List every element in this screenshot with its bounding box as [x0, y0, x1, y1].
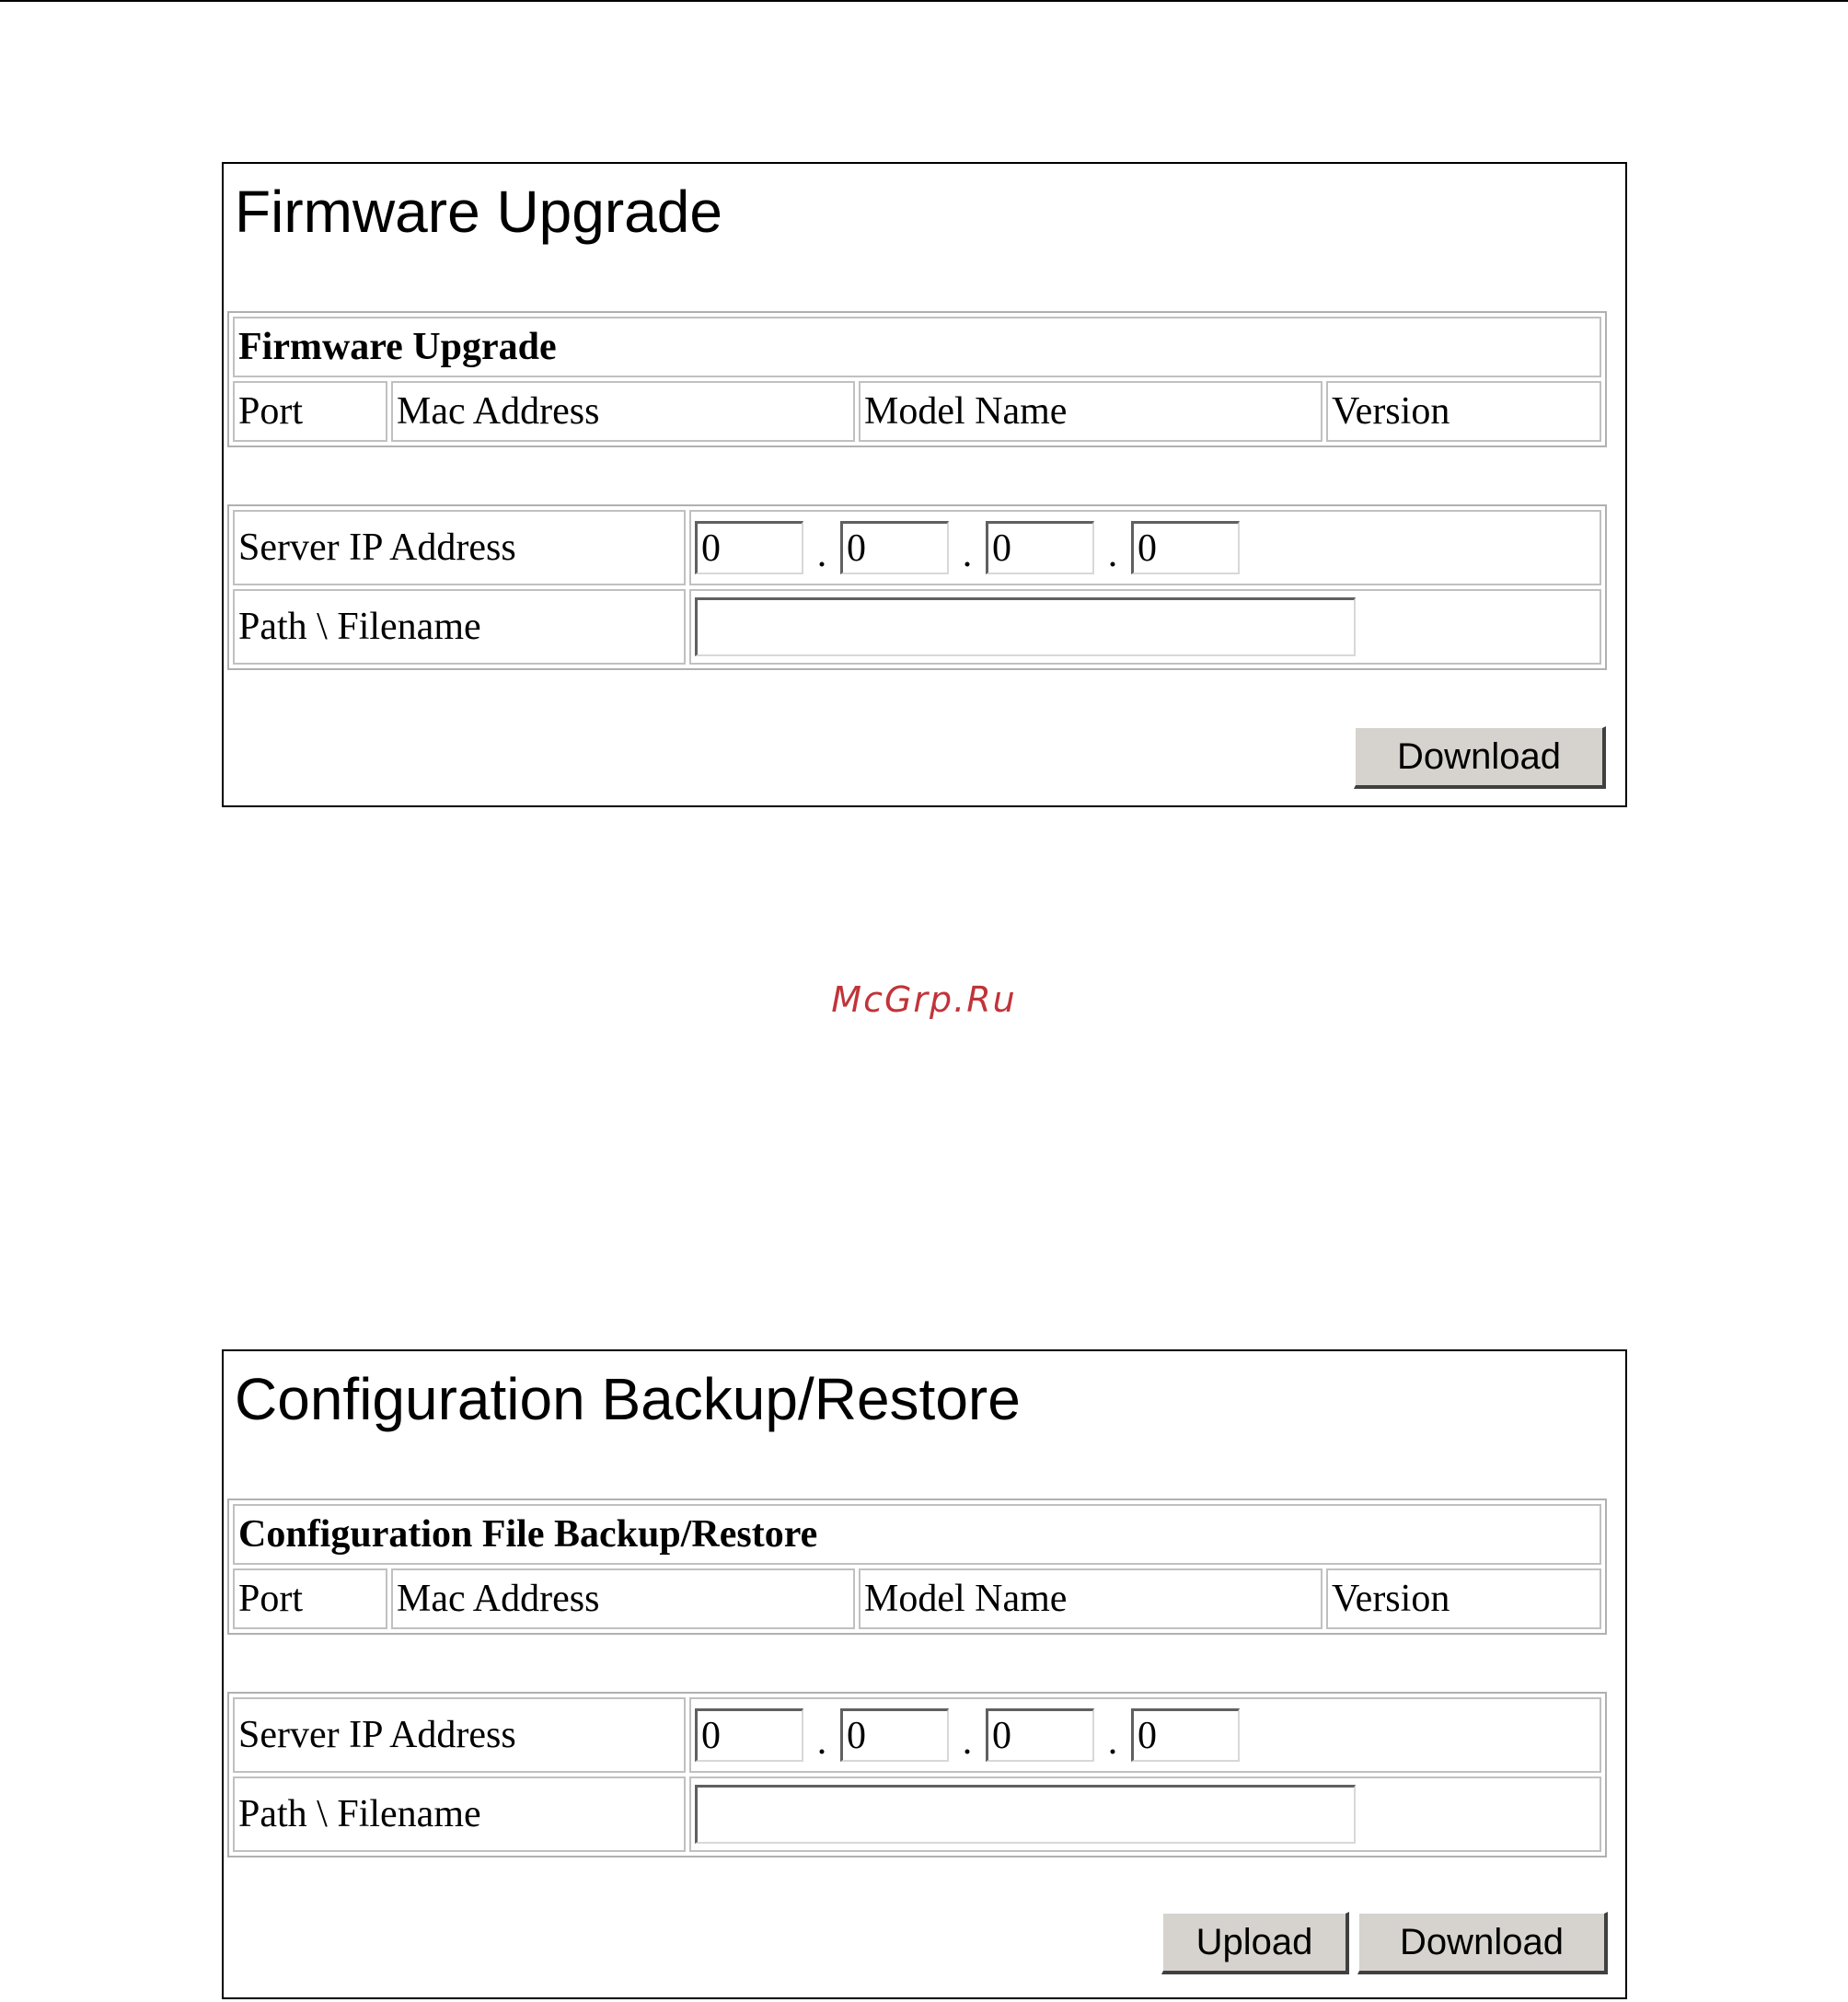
path-filename-input[interactable]	[695, 1785, 1356, 1844]
ip-separator: .	[962, 1720, 973, 1763]
column-port: Port	[233, 1568, 387, 1629]
column-mac-address: Mac Address	[391, 381, 855, 442]
server-ip-cell	[689, 510, 1601, 585]
section-header: Configuration File Backup/Restore	[233, 1504, 1601, 1565]
section-header: Firmware Upgrade	[233, 317, 1601, 377]
configuration-backup-panel	[222, 1349, 1627, 1999]
page-title: Configuration Backup/Restore	[235, 1366, 1021, 1432]
ip-separator: .	[816, 1720, 827, 1763]
ip-separator: .	[816, 533, 827, 575]
config-server-form	[227, 1692, 1607, 1857]
server-ip-label: Server IP Address	[233, 1697, 686, 1773]
server-ip-octet-1[interactable]	[695, 521, 803, 574]
server-ip-octet-2[interactable]	[840, 521, 949, 574]
server-ip-octet-3[interactable]	[986, 521, 1094, 574]
column-model-name: Model Name	[859, 1568, 1322, 1629]
server-ip-octet-3[interactable]	[986, 1708, 1094, 1762]
column-version: Version	[1326, 381, 1601, 442]
server-ip-label: Server IP Address	[233, 510, 686, 585]
path-filename-cell	[689, 589, 1601, 665]
path-filename-input[interactable]	[695, 597, 1356, 656]
path-filename-label: Path \ Filename	[233, 589, 686, 665]
config-info-table	[227, 1499, 1607, 1635]
table-header-row	[233, 381, 1601, 442]
server-ip-octet-2[interactable]	[840, 1708, 949, 1762]
server-ip-octet-4[interactable]	[1131, 521, 1240, 574]
column-model-name: Model Name	[859, 381, 1322, 442]
server-ip-octet-4[interactable]	[1131, 1708, 1240, 1762]
table-header-row	[233, 1568, 1601, 1629]
page-title: Firmware Upgrade	[235, 179, 722, 245]
ip-separator: .	[1107, 533, 1118, 575]
ip-separator: .	[962, 533, 973, 575]
path-filename-label: Path \ Filename	[233, 1776, 686, 1852]
download-button[interactable]: Download	[1357, 1912, 1608, 1974]
server-ip-cell	[689, 1697, 1601, 1773]
ip-separator: .	[1107, 1720, 1118, 1763]
upload-button[interactable]: Upload	[1161, 1912, 1349, 1974]
download-button[interactable]: Download	[1354, 726, 1606, 789]
column-version: Version	[1326, 1568, 1601, 1629]
column-mac-address: Mac Address	[391, 1568, 855, 1629]
column-port: Port	[233, 381, 387, 442]
server-ip-octet-1[interactable]	[695, 1708, 803, 1762]
path-filename-cell	[689, 1776, 1601, 1852]
firmware-info-table	[227, 311, 1607, 447]
top-rule	[0, 0, 1848, 2]
firmware-server-form	[227, 504, 1607, 670]
firmware-upgrade-panel	[222, 162, 1627, 807]
watermark: McGrp.Ru	[831, 979, 1017, 1020]
